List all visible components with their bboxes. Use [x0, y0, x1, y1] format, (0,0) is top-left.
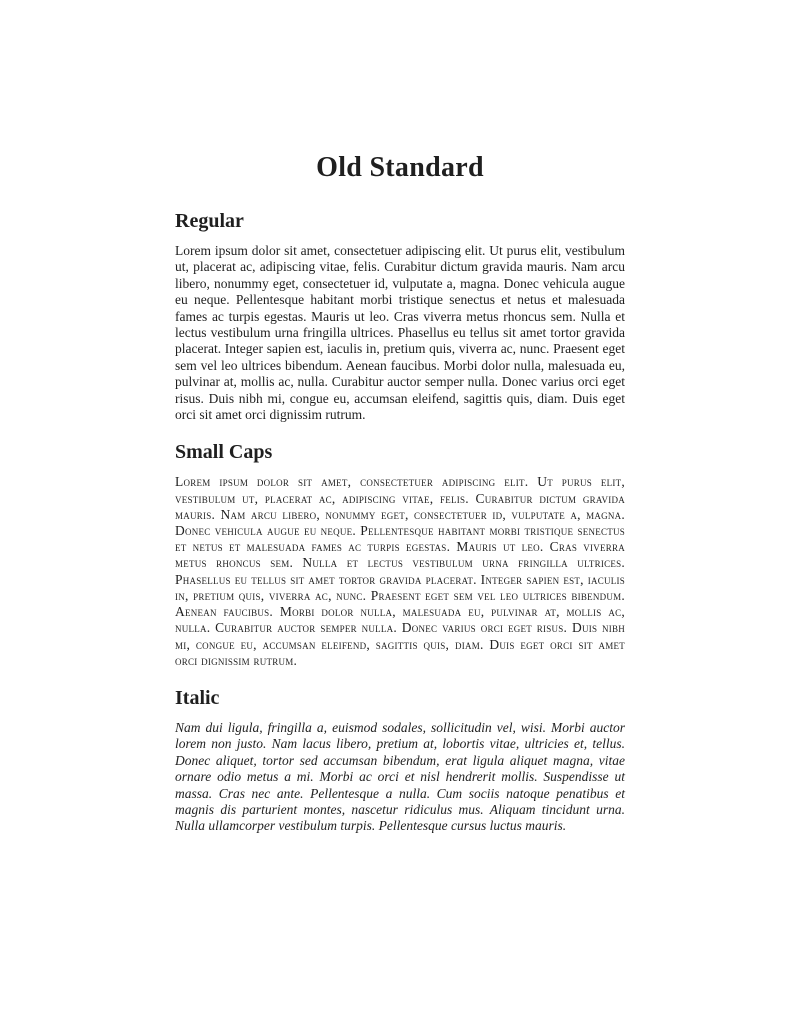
section-small-caps: [175, 439, 625, 668]
sample-text-small-caps: Lorem ipsum dolor sit amet, consectetuer adipiscing elit. Ut purus elit, vestibulum ut, placerat ac, adipiscing vitae, felis. Curabitur dictum gravida mauris. Nam arcu libero, nonummy eget, consectetuer id, vulputate a, magna. Donec vehicula augue eu neque. Pellentesque habitant morbi tristique senectus et netus et malesuada fames ac turpis egestas. Mauris ut leo. Cras viverra metus rhoncus sem. Nulla et lectus vestibulum urna fringilla ultrices. Phasellus eu tellus sit amet tortor gravida placerat. Integer sapien est, iaculis in, pretium quis, viverra ac, nunc. Praesent eget sem vel leo ultrices bibendum. Aenean faucibus. Morbi dolor nulla, malesuada eu, pulvinar at, mollis ac, nulla. Curabitur auctor semper nulla. Donec varius orci eget risus. Duis nibh mi, congue eu, accumsan eleifend, sagittis quis, diam. Duis eget orci sit amet orci dignissim rutrum.: [175, 474, 625, 668]
document-title: Old Standard: [316, 152, 484, 183]
section-heading-regular: Regular: [175, 210, 244, 232]
section-regular: [175, 208, 625, 423]
specimen-page: [175, 0, 625, 835]
section-heading-small-caps: Small Caps: [175, 441, 273, 464]
section-heading-italic: Italic: [175, 686, 220, 709]
section-italic: [175, 685, 625, 835]
sample-text-regular: Lorem ipsum dolor sit amet, consectetuer adipiscing elit. Ut purus elit, vestibulum ut, placerat ac, adipiscing vitae, felis. Curabitur dictum gravida mauris. Nam arcu libero, nonummy eget, consectetuer id, vulputate a, magna. Donec vehicula augue eu neque. Pellentesque habitant morbi tristique senectus et netus et malesuada fames ac turpis egestas. Mauris ut leo. Cras viverra metus rhoncus sem. Nulla et lectus vestibulum urna fringilla ultrices. Phasellus eu tellus sit amet tortor gravida placerat. Integer sapien est, iaculis in, pretium quis, viverra ac, nunc. Praesent eget sem vel leo ultrices bibendum. Aenean faucibus. Morbi dolor nulla, malesuada eu, pulvinar at, mollis ac, nulla. Curabitur auctor semper nulla. Donec varius orci eget risus. Duis nibh mi, congue eu, accumsan eleifend, sagittis quis, diam. Duis eget orci sit amet orci dignissim rutrum.: [175, 243, 625, 423]
sample-text-italic: Nam dui ligula, fringilla a, euismod sodales, sollicitudin vel, wisi. Morbi auctor lorem non justo. Nam lacus libero, pretium at, lobortis vitae, ultricies et, tellus. Donec aliquet, tortor sed accumsan bibendum, erat ligula aliquet magna, vitae ornare odio metus a mi. Morbi ac orci et nisl hendrerit mollis. Suspendisse ut massa. Cras nec ante. Pellentesque a nulla. Cum sociis natoque penatibus et magnis dis parturient montes, nascetur ridiculus mus. Aliquam tincidunt urna. Nulla ullamcorper vestibulum turpis. Pellentesque cursus luctus mauris.: [175, 719, 625, 834]
